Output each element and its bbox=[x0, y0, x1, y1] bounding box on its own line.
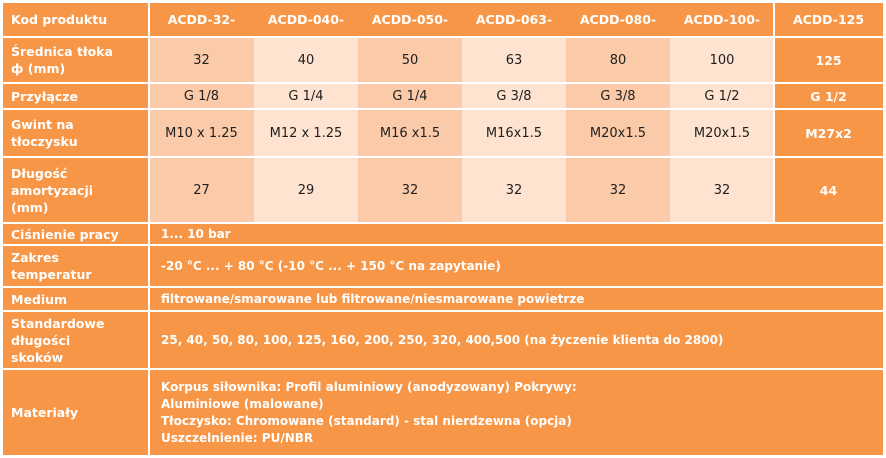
table-row bbox=[3, 38, 883, 82]
column-divider bbox=[148, 3, 150, 455]
table-cell-last: M27x2 bbox=[774, 110, 883, 156]
row-label: Gwint na tłoczysku bbox=[3, 110, 149, 156]
spec-value: 25, 40, 50, 80, 100, 125, 160, 200, 250, 320, 400,500 (na życzenie klienta do 2800) bbox=[149, 312, 883, 368]
table-cell-last: 125 bbox=[774, 38, 883, 82]
table-cell: 29 bbox=[254, 158, 358, 222]
table-row bbox=[3, 158, 883, 222]
table-row bbox=[3, 84, 883, 108]
spec-value: filtrowane/smarowane lub filtrowane/niesmarowane powietrze bbox=[149, 288, 883, 310]
spec-value: 1... 10 bar bbox=[149, 224, 883, 244]
col-header: ACDD-080- bbox=[566, 3, 670, 36]
table-cell: 63 bbox=[462, 38, 566, 82]
spec-label: Medium bbox=[3, 288, 149, 310]
materials-line: Uszczelnienie: PU/NBR bbox=[161, 430, 314, 445]
col-header: ACDD-125 bbox=[774, 3, 883, 36]
table-cell: 100 bbox=[670, 38, 774, 82]
spec-label: Ciśnienie pracy bbox=[3, 224, 149, 244]
col-header: ACDD-100- bbox=[670, 3, 774, 36]
table-cell: G 1/4 bbox=[358, 84, 462, 108]
table-cell: M10 x 1.25 bbox=[149, 110, 254, 156]
table-cell: M20x1.5 bbox=[566, 110, 670, 156]
table-cell-last: 44 bbox=[774, 158, 883, 222]
row-label: Średnica tłoka ф (mm) bbox=[3, 38, 149, 82]
table-cell: 32 bbox=[358, 158, 462, 222]
spec-label: Standardowe długości skoków bbox=[3, 312, 149, 368]
table-cell: 27 bbox=[149, 158, 254, 222]
table-cell: G 1/4 bbox=[254, 84, 358, 108]
row-label: Przyłącze bbox=[3, 84, 149, 108]
table-cell: 32 bbox=[566, 158, 670, 222]
materials-line: Aluminiowe (malowane) bbox=[161, 396, 324, 411]
header-row bbox=[3, 3, 883, 36]
col-header: ACDD-32- bbox=[149, 3, 254, 36]
spec-value: -20 °C ... + 80 °C (-10 °C ... + 150 °C na zapytanie) bbox=[149, 246, 883, 286]
table-row bbox=[3, 110, 883, 156]
table-cell: M12 x 1.25 bbox=[254, 110, 358, 156]
table-cell: G 3/8 bbox=[566, 84, 670, 108]
spec-row bbox=[3, 288, 883, 310]
spec-row bbox=[3, 224, 883, 244]
table-cell-last: G 1/2 bbox=[774, 84, 883, 108]
spec-row bbox=[3, 246, 883, 286]
spec-row bbox=[3, 312, 883, 368]
table-cell: M16 x1.5 bbox=[358, 110, 462, 156]
product-spec-table bbox=[3, 3, 883, 455]
table-cell: 32 bbox=[149, 38, 254, 82]
table-cell: 80 bbox=[566, 38, 670, 82]
table-cell: G 3/8 bbox=[462, 84, 566, 108]
table-cell: M20x1.5 bbox=[670, 110, 774, 156]
table-cell: M16x1.5 bbox=[462, 110, 566, 156]
table-cell: 32 bbox=[462, 158, 566, 222]
materials-row bbox=[3, 370, 883, 455]
table-cell: 40 bbox=[254, 38, 358, 82]
col-header: ACDD-063- bbox=[462, 3, 566, 36]
header-label: Kod produktu bbox=[3, 3, 149, 36]
table-cell: 50 bbox=[358, 38, 462, 82]
column-divider bbox=[773, 3, 775, 222]
col-header: ACDD-050- bbox=[358, 3, 462, 36]
table-cell: G 1/8 bbox=[149, 84, 254, 108]
table-cell: 32 bbox=[670, 158, 774, 222]
materials-line: Tłoczysko: Chromowane (standard) - stal nierdzewna (opcja) bbox=[161, 413, 572, 428]
materials-label: Materiały bbox=[3, 370, 149, 455]
col-header: ACDD-040- bbox=[254, 3, 358, 36]
row-label: Długość amortyzacji (mm) bbox=[3, 158, 149, 222]
materials-line: Korpus siłownika: Profil aluminiowy (anodyzowany) Pokrywy: bbox=[161, 379, 577, 394]
table-cell: G 1/2 bbox=[670, 84, 774, 108]
materials-value bbox=[149, 370, 883, 455]
spec-label: Zakres temperatur bbox=[3, 246, 149, 286]
